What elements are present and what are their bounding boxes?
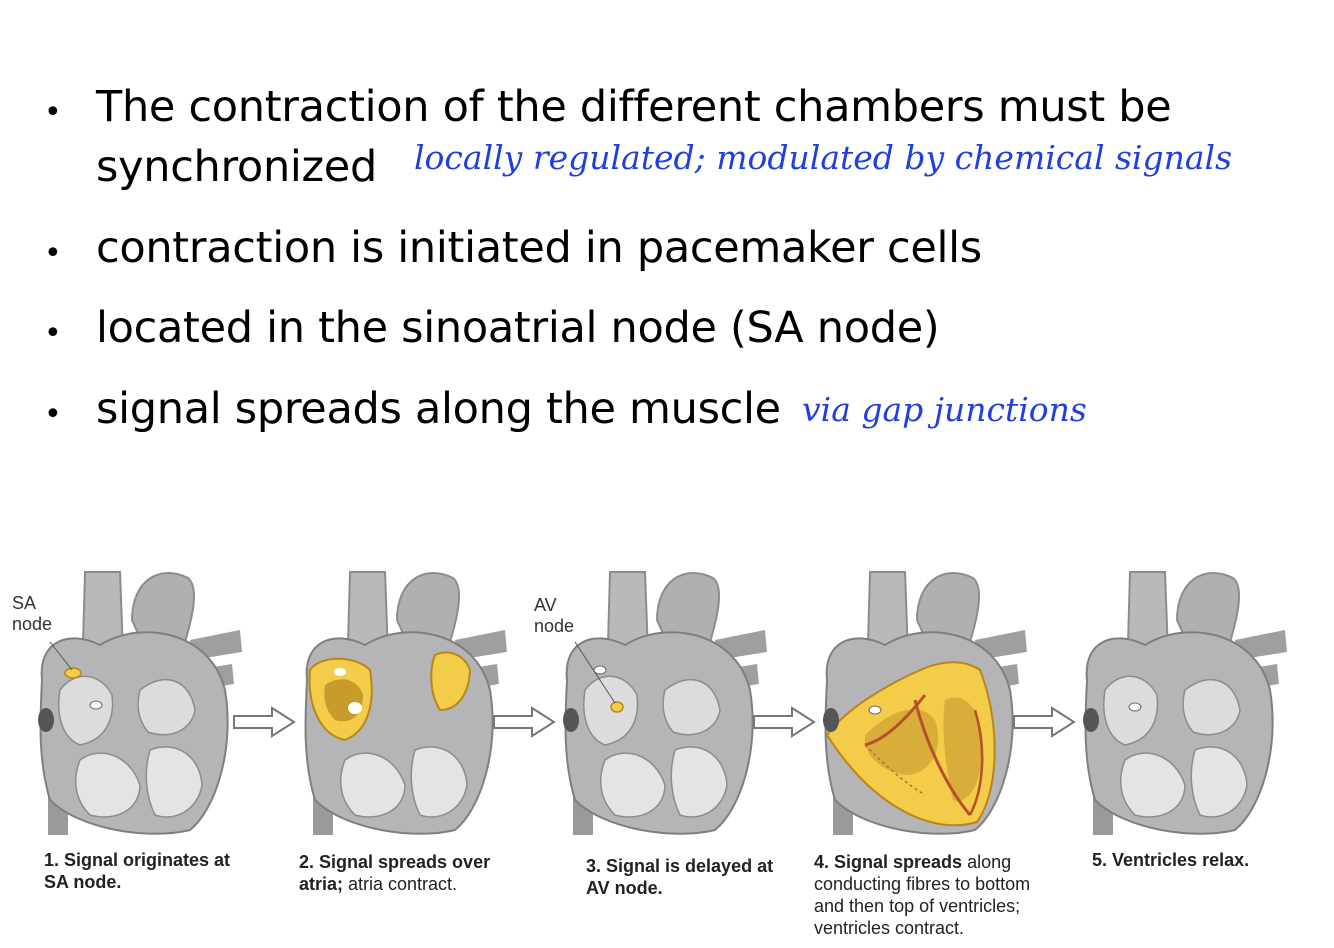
bullet-dot: • bbox=[44, 316, 62, 351]
step-caption-4 bbox=[814, 851, 1049, 939]
right-arrow-icon bbox=[1012, 705, 1076, 739]
heart-illustration bbox=[1065, 560, 1334, 840]
av-label-line2: node bbox=[534, 616, 575, 636]
right-arrow-icon bbox=[752, 705, 816, 739]
heart-panel-4 bbox=[805, 560, 1075, 840]
step-2-bold: 2. Signal spreads over atria; bbox=[299, 852, 491, 894]
step-caption-3 bbox=[586, 855, 786, 899]
step-2-text: atria contract. bbox=[343, 874, 458, 894]
sa-label-line1: SA bbox=[12, 593, 37, 613]
bullet-4-text: signal spreads along the muscle bbox=[96, 384, 781, 434]
bullet-1-line2: synchronized bbox=[96, 142, 377, 192]
step-4-text: along conducting fibres to bottom and then top of ventricles; ventricles contract. bbox=[814, 852, 1031, 938]
heart-illustration bbox=[805, 560, 1075, 840]
heart-panel-5 bbox=[1065, 560, 1334, 840]
right-arrow-icon bbox=[232, 705, 296, 739]
heart-illustration bbox=[545, 560, 815, 840]
bullet-3-text: located in the sinoatrial node (SA node) bbox=[96, 303, 940, 353]
av-node-marker bbox=[611, 702, 623, 712]
right-arrow-icon bbox=[492, 705, 556, 739]
bullet-dot: • bbox=[44, 95, 62, 130]
bullet-1-line1: The contraction of the different chambers must be bbox=[96, 82, 1172, 132]
av-node-label bbox=[534, 595, 574, 637]
bullet-dot: • bbox=[44, 397, 62, 432]
step-4-bold: 4. Signal spreads bbox=[814, 852, 963, 872]
heart-panel-3 bbox=[545, 560, 815, 840]
handwritten-note-2: via gap junctions bbox=[802, 390, 1087, 429]
sa-label-line2: node bbox=[12, 614, 53, 634]
step-1-bold: 1. Signal originates at SA node. bbox=[44, 850, 231, 892]
heart-illustration bbox=[20, 560, 290, 840]
heart-panel-2 bbox=[285, 560, 555, 840]
bullet-dot: • bbox=[44, 236, 62, 271]
step-3-bold: 3. Signal is delayed at AV node. bbox=[586, 856, 774, 898]
handwritten-note-1: locally regulated; modulated by chemical signals bbox=[414, 138, 1233, 177]
heart-panel-1 bbox=[20, 560, 290, 840]
sa-node-label bbox=[12, 593, 52, 635]
step-5-bold: 5. Ventricles relax. bbox=[1092, 850, 1250, 870]
sa-node-marker bbox=[65, 668, 81, 678]
step-caption-2 bbox=[299, 851, 524, 895]
bullet-2-text: contraction is initiated in pacemaker cells bbox=[96, 223, 982, 273]
step-caption-1 bbox=[44, 849, 244, 893]
heart-illustration bbox=[285, 560, 555, 840]
av-label-line1: AV bbox=[534, 595, 557, 615]
step-caption-5 bbox=[1092, 849, 1312, 871]
